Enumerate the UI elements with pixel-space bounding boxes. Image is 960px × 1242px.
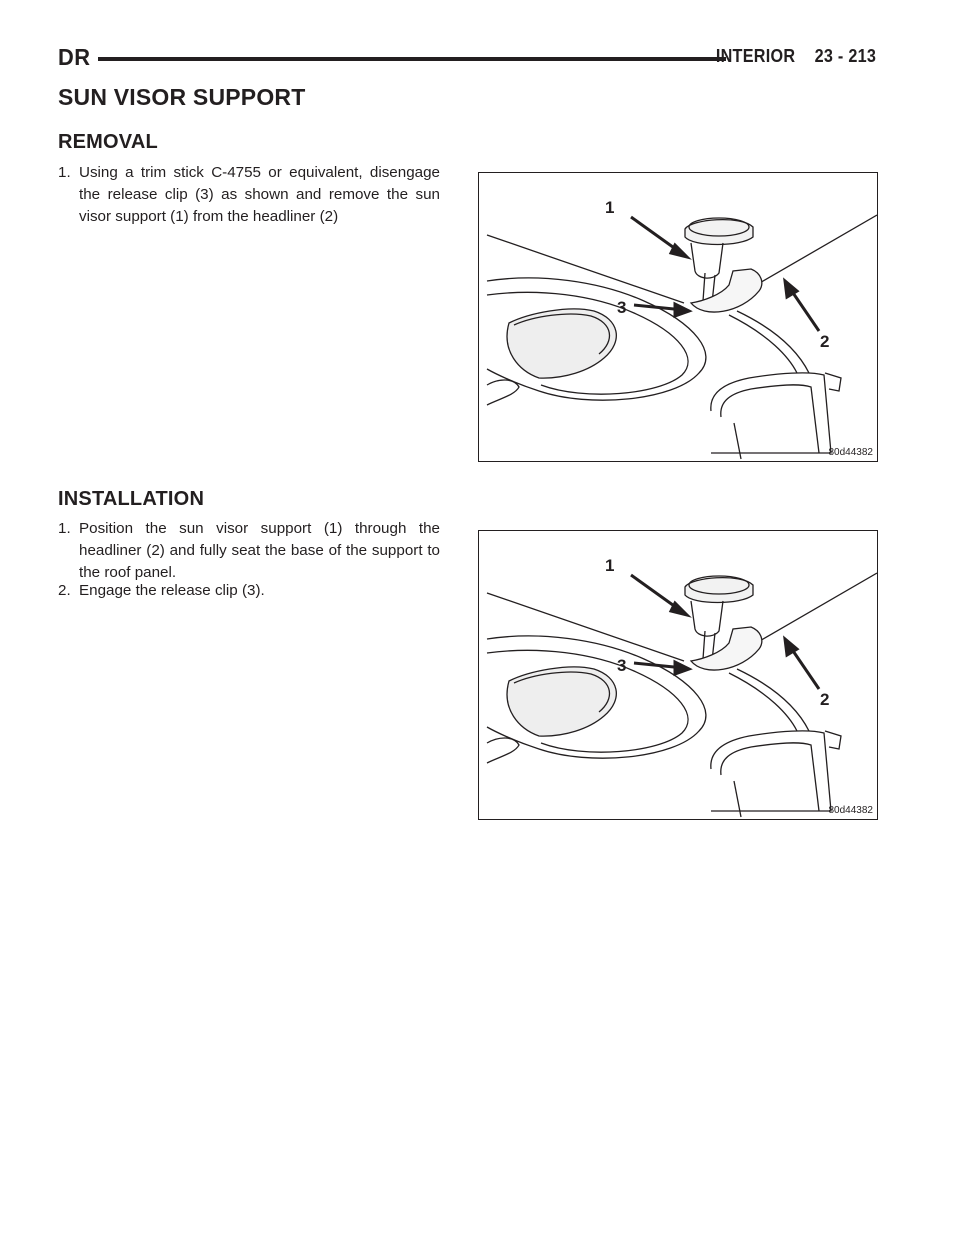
installation-heading: INSTALLATION — [58, 488, 205, 510]
header-rule — [98, 57, 726, 61]
removal-heading: REMOVAL — [58, 131, 158, 153]
callout-1: 1 — [605, 198, 615, 217]
callout-3: 3 — [617, 298, 627, 317]
step-number: 1. — [58, 164, 71, 181]
page-number: 23 - 213 — [814, 46, 876, 66]
page-header — [58, 44, 876, 74]
figure-code: 80d44382 — [828, 447, 873, 458]
removal-step-1 — [58, 162, 440, 228]
step-number: 1. — [58, 520, 71, 537]
header-right — [701, 46, 876, 67]
installation-step-1 — [58, 518, 440, 584]
section-name: INTERIOR — [715, 46, 796, 66]
step-number: 2. — [58, 582, 71, 599]
step-text: Using a trim stick C-4755 or equivalent, disengage the release clip (3) as shown and remove the sun visor support (1) from the headliner (2) — [79, 164, 440, 225]
removal-figure — [478, 172, 878, 462]
page-title: SUN VISOR SUPPORT — [58, 84, 306, 110]
installation-figure — [478, 530, 878, 820]
step-text: Engage the release clip (3). — [79, 582, 265, 599]
sun-visor-illustration — [479, 531, 877, 819]
sun-visor-illustration — [479, 173, 877, 461]
callout-2: 2 — [820, 690, 830, 709]
callout-1: 1 — [605, 556, 615, 575]
figure-code: 80d44382 — [828, 805, 873, 816]
manual-code: DR — [58, 44, 91, 70]
installation-step-2 — [58, 580, 440, 602]
step-text: Position the sun visor support (1) through the headliner (2) and fully seat the base of the support to the roof panel. — [79, 520, 440, 581]
callout-3: 3 — [617, 656, 627, 675]
callout-2: 2 — [820, 332, 830, 351]
